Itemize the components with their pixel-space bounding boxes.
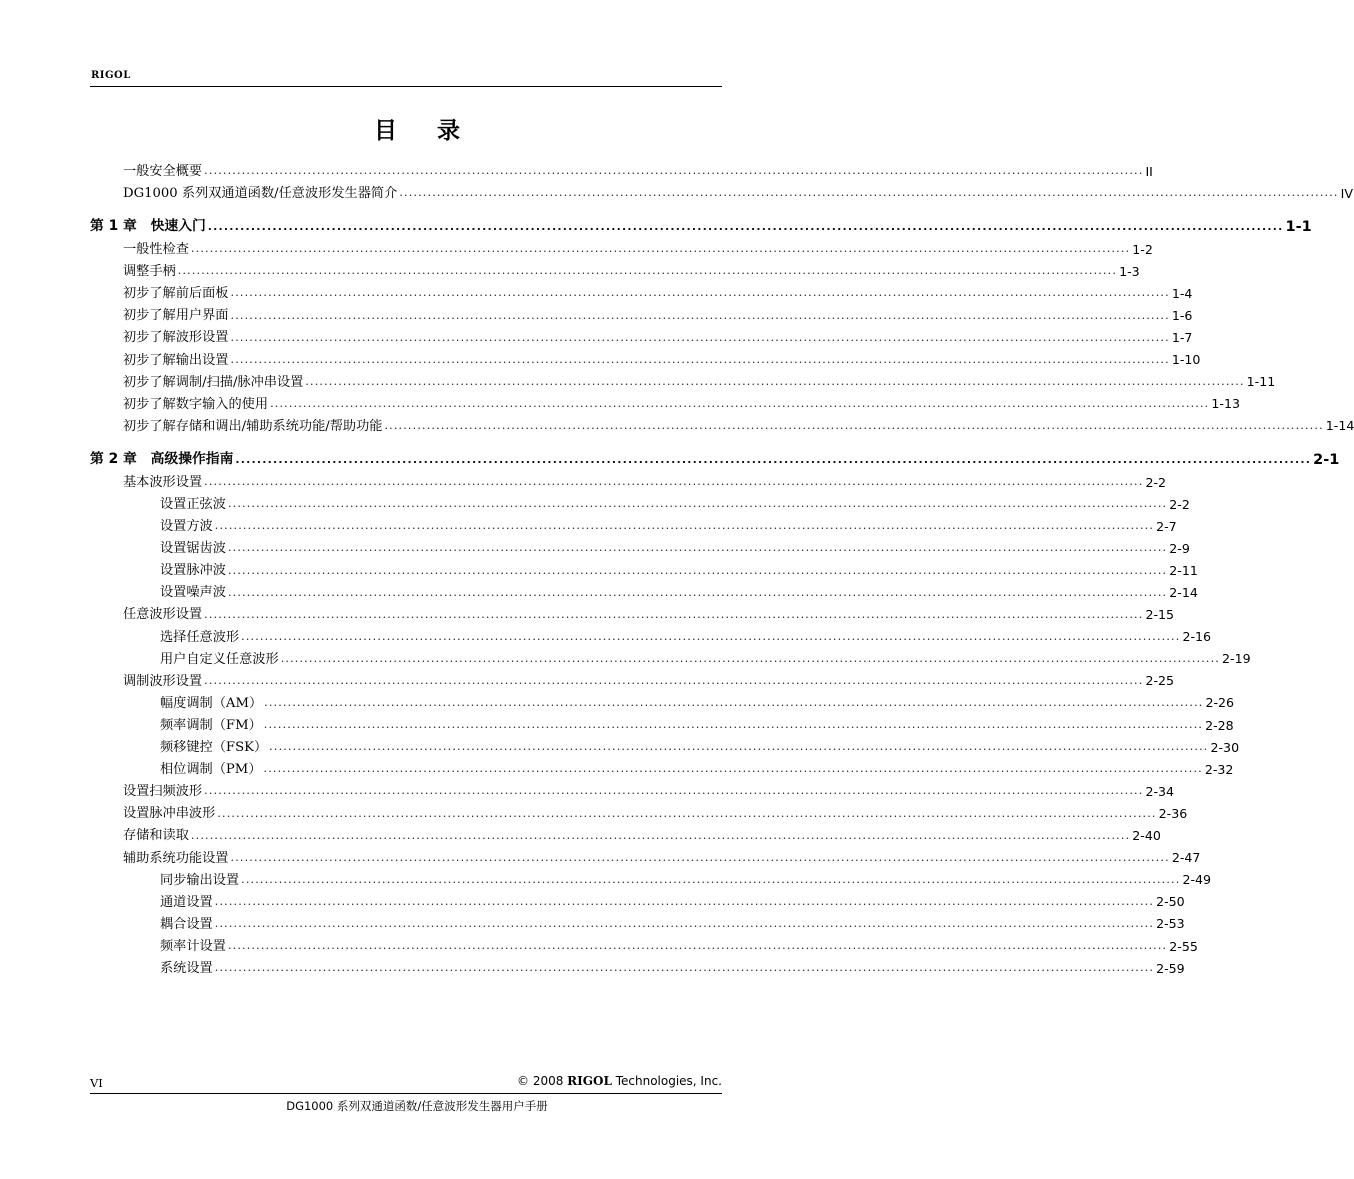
toc-entry-page: 2-26: [1205, 695, 1235, 711]
toc-entry-page: 1-7: [1171, 330, 1193, 346]
toc-leader-dots: ........................................................................................................................................................................................................: [227, 939, 1168, 953]
toc-chapter-entry[interactable]: [90, 439, 1340, 468]
toc-entry-title: 基本波形设置: [123, 474, 203, 490]
toc-leader-dots: ........................................................................................................................................................................................................: [214, 961, 1155, 975]
toc-entry-page: IV: [1340, 185, 1353, 201]
toc-entry[interactable]: [90, 798, 1188, 822]
toc-entry-page: 2-49: [1182, 872, 1212, 888]
toc-entry-title: 幅度调制（AM）: [160, 695, 263, 711]
toc-leader-dots: ........................................................................................................................................................................................................: [230, 850, 1170, 864]
toc-entry-page: 2-36: [1158, 805, 1188, 821]
toc-entry[interactable]: [90, 600, 1175, 623]
toc-entry-page: 1-13: [1211, 396, 1240, 412]
toc-entry-page: 2-40: [1132, 828, 1161, 844]
toc-entry-title: 频率调制（FM）: [160, 717, 262, 733]
toc-entry-title: 设置噪声波: [160, 585, 226, 601]
toc-leader-dots: ........................................................................................................................................................................................................: [214, 519, 1155, 533]
toc-entry-title: 系统设置: [160, 960, 213, 976]
toc-entry[interactable]: [90, 555, 1198, 579]
toc-entry-page: 2-1: [1313, 451, 1340, 468]
toc-entry-title: 频移键控（FSK）: [160, 740, 268, 756]
toc-entry-page: 1-6: [1171, 307, 1193, 323]
header-brand: RIGOL: [91, 70, 131, 81]
toc-entry-title: 设置方波: [160, 519, 213, 535]
toc-entry[interactable]: [90, 489, 1190, 513]
toc-leader-dots: ........................................................................................................................................................................................................: [263, 718, 1204, 732]
toc-entry-title: 设置脉冲波: [160, 563, 226, 579]
toc-entry[interactable]: [90, 156, 1153, 179]
toc-entry[interactable]: [90, 411, 1354, 434]
toc-entry[interactable]: [90, 467, 1167, 490]
toc-entry-title: 调整手柄: [123, 264, 176, 280]
toc-entry-page: 1-10: [1171, 352, 1201, 368]
toc-entry-page: 2-59: [1156, 960, 1185, 976]
toc-leader-dots: ........................................................................................................................................................................................................: [227, 585, 1168, 599]
toc-entry-title: 一般性检查: [123, 242, 189, 258]
toc-entry-page: 2-15: [1145, 607, 1175, 623]
toc-entry[interactable]: [90, 323, 1193, 346]
toc-leader-dots: ........................................................................................................................................................................................................: [190, 242, 1131, 256]
toc-entry-page: 2-53: [1156, 916, 1185, 932]
toc-leader-dots: ........................................................................................................................................................................................................: [241, 629, 1181, 643]
toc-entry-page: 2-16: [1182, 629, 1212, 645]
toc-entry[interactable]: [90, 754, 1234, 778]
toc-entry-title: 初步了解波形设置: [123, 330, 229, 346]
toc-entry-page: 2-47: [1171, 850, 1201, 866]
toc-leader-dots: ........................................................................................................................................................................................................: [230, 308, 1170, 322]
toc-chapter-entry[interactable]: [90, 206, 1312, 235]
toc-leader-dots: ........................................................................................................................................................................................................: [177, 264, 1118, 278]
toc-entry[interactable]: [90, 666, 1175, 689]
toc-entry[interactable]: [90, 622, 1212, 645]
toc-entry[interactable]: [90, 367, 1276, 390]
toc-entry[interactable]: [90, 178, 1353, 201]
toc-entry[interactable]: [90, 776, 1175, 800]
footer-manual-title: DG1000 系列双通道函数/任意波形发生器用户手册: [286, 1099, 548, 1113]
toc-entry-title: 初步了解存储和调出/辅助系统功能/帮助功能: [123, 418, 383, 434]
toc-entry-title: 任意波形设置: [123, 607, 203, 623]
toc-entry-title: 设置脉冲串波形: [123, 806, 216, 822]
footer-rule: [90, 1093, 722, 1094]
toc-entry-page: II: [1145, 163, 1153, 179]
toc-entry-title: 设置锯齿波: [160, 541, 226, 557]
toc-entry-page: 1-3: [1119, 263, 1140, 279]
toc-entry-title: 同步输出设置: [160, 872, 240, 888]
toc-entry[interactable]: [90, 931, 1198, 954]
toc-entry[interactable]: [90, 234, 1153, 258]
toc-entry[interactable]: [90, 345, 1201, 368]
toc-entry[interactable]: [90, 644, 1251, 667]
toc-entry[interactable]: [90, 953, 1185, 976]
toc-entry-page: 2-50: [1156, 894, 1185, 910]
toc-leader-dots: ........................................................................................................................................................................................................: [269, 740, 1209, 754]
toc-entry-title: DG1000 系列双通道函数/任意波形发生器简介: [123, 185, 398, 201]
toc-leader-dots: ........................................................................................................................................................................................................: [384, 419, 1324, 433]
header-rule: [90, 86, 722, 87]
toc-leader-dots: ........................................................................................................................................................................................................: [399, 186, 1339, 200]
toc-entry-page: 1-2: [1132, 241, 1153, 257]
toc-entry-page: 1-1: [1285, 218, 1312, 235]
toc-entry[interactable]: [90, 710, 1234, 733]
toc-leader-dots: ........................................................................................................................................................................................................: [227, 497, 1168, 511]
toc-entry-title: 调制波形设置: [123, 673, 203, 689]
toc-entry-page: 2-55: [1169, 938, 1198, 954]
toc-leader-dots: ........................................................................................................................................................................................................: [235, 453, 1312, 467]
table-of-contents: [90, 156, 1354, 976]
toc-entry-page: 2-9: [1169, 540, 1190, 556]
toc-entry-page: 1-4: [1171, 285, 1193, 301]
toc-entry-page: 1-11: [1246, 374, 1276, 390]
toc-entry[interactable]: [90, 256, 1140, 280]
toc-leader-dots: ........................................................................................................................................................................................................: [204, 164, 1144, 178]
toc-entry-page: 2-28: [1205, 717, 1234, 733]
copyright-prefix: © 2008: [517, 1074, 568, 1088]
toc-entry[interactable]: [90, 278, 1193, 302]
toc-leader-dots: ........................................................................................................................................................................................................: [227, 541, 1168, 555]
toc-entry-page: 2-34: [1145, 783, 1175, 799]
toc-entry-page: 2-2: [1169, 496, 1190, 512]
toc-entry-title: 初步了解用户界面: [123, 308, 229, 324]
toc-entry[interactable]: [90, 909, 1185, 932]
toc-entry[interactable]: [90, 389, 1240, 412]
toc-leader-dots: ........................................................................................................................................................................................................: [230, 330, 1170, 344]
toc-entry-title: 第 1 章 快速入门: [90, 218, 206, 235]
toc-entry[interactable]: [90, 511, 1177, 535]
toc-entry-title: 存储和读取: [123, 828, 189, 844]
toc-entry[interactable]: [90, 887, 1185, 910]
toc-entry-title: 选择任意波形: [160, 629, 240, 645]
toc-entry-title: 一般安全概要: [123, 163, 203, 179]
toc-entry-title: 频率计设置: [160, 938, 226, 954]
toc-entry-page: 2-7: [1156, 518, 1177, 534]
toc-leader-dots: ........................................................................................................................................................................................................: [204, 673, 1144, 687]
page-title: 目 录: [373, 118, 476, 144]
toc-entry[interactable]: [90, 300, 1193, 324]
toc-entry[interactable]: [90, 688, 1235, 711]
toc-entry[interactable]: [90, 578, 1198, 601]
toc-leader-dots: ........................................................................................................................................................................................................: [214, 894, 1155, 908]
toc-leader-dots: ........................................................................................................................................................................................................: [270, 396, 1210, 410]
toc-leader-dots: ........................................................................................................................................................................................................: [227, 563, 1168, 577]
toc-entry-title: 第 2 章 高级操作指南: [90, 451, 234, 468]
footer-page-label: VI: [90, 1076, 103, 1090]
toc-entry-page: 2-25: [1145, 673, 1175, 689]
toc-leader-dots: ........................................................................................................................................................................................................: [204, 475, 1144, 489]
toc-leader-dots: ........................................................................................................................................................................................................: [204, 784, 1144, 798]
toc-leader-dots: ........................................................................................................................................................................................................: [305, 374, 1245, 388]
toc-entry-title: 用户自定义任意波形: [160, 651, 279, 667]
toc-entry-page: 2-32: [1204, 761, 1234, 777]
toc-leader-dots: ........................................................................................................................................................................................................: [230, 286, 1170, 300]
toc-entry-title: 初步了解前后面板: [123, 286, 229, 302]
toc-leader-dots: ........................................................................................................................................................................................................: [263, 762, 1203, 776]
toc-entry-title: 耦合设置: [160, 916, 213, 932]
toc-leader-dots: ........................................................................................................................................................................................................: [217, 806, 1157, 820]
toc-entry-page: 1-14: [1325, 418, 1354, 434]
toc-entry[interactable]: [90, 843, 1201, 866]
toc-leader-dots: ........................................................................................................................................................................................................: [204, 607, 1144, 621]
toc-entry-title: 设置正弦波: [160, 497, 226, 513]
toc-entry-title: 辅助系统功能设置: [123, 850, 229, 866]
toc-leader-dots: ........................................................................................................................................................................................................: [280, 651, 1221, 665]
toc-leader-dots: ........................................................................................................................................................................................................: [230, 352, 1170, 366]
toc-entry-title: 通道设置: [160, 894, 213, 910]
toc-leader-dots: ........................................................................................................................................................................................................: [241, 872, 1181, 886]
toc-entry[interactable]: [90, 533, 1190, 557]
toc-entry-page: 2-14: [1169, 585, 1198, 600]
copyright-suffix: Technologies, Inc.: [611, 1074, 722, 1088]
toc-leader-dots: ........................................................................................................................................................................................................: [190, 828, 1131, 842]
toc-entry-page: 2-19: [1222, 651, 1251, 667]
toc-entry-title: 设置扫频波形: [123, 784, 203, 800]
toc-entry-title: 初步了解调制/扫描/脉冲串设置: [123, 374, 304, 390]
toc-entry-title: 初步了解数字输入的使用: [123, 396, 269, 412]
toc-entry-page: 2-2: [1145, 474, 1167, 490]
toc-entry-title: 相位调制（PM）: [160, 762, 262, 778]
toc-leader-dots: ........................................................................................................................................................................................................: [207, 220, 1284, 234]
copyright-brand: RIGOL: [567, 1074, 612, 1088]
footer-copyright: [517, 1074, 722, 1088]
toc-entry-title: 初步了解输出设置: [123, 352, 229, 368]
toc-entry-page: 2-11: [1169, 562, 1198, 578]
toc-entry[interactable]: [90, 865, 1212, 888]
toc-entry-page: 2-30: [1210, 739, 1240, 755]
toc-entry[interactable]: [90, 732, 1240, 756]
toc-leader-dots: ........................................................................................................................................................................................................: [214, 917, 1155, 930]
toc-leader-dots: ........................................................................................................................................................................................................: [264, 696, 1204, 710]
toc-entry[interactable]: [90, 821, 1161, 844]
